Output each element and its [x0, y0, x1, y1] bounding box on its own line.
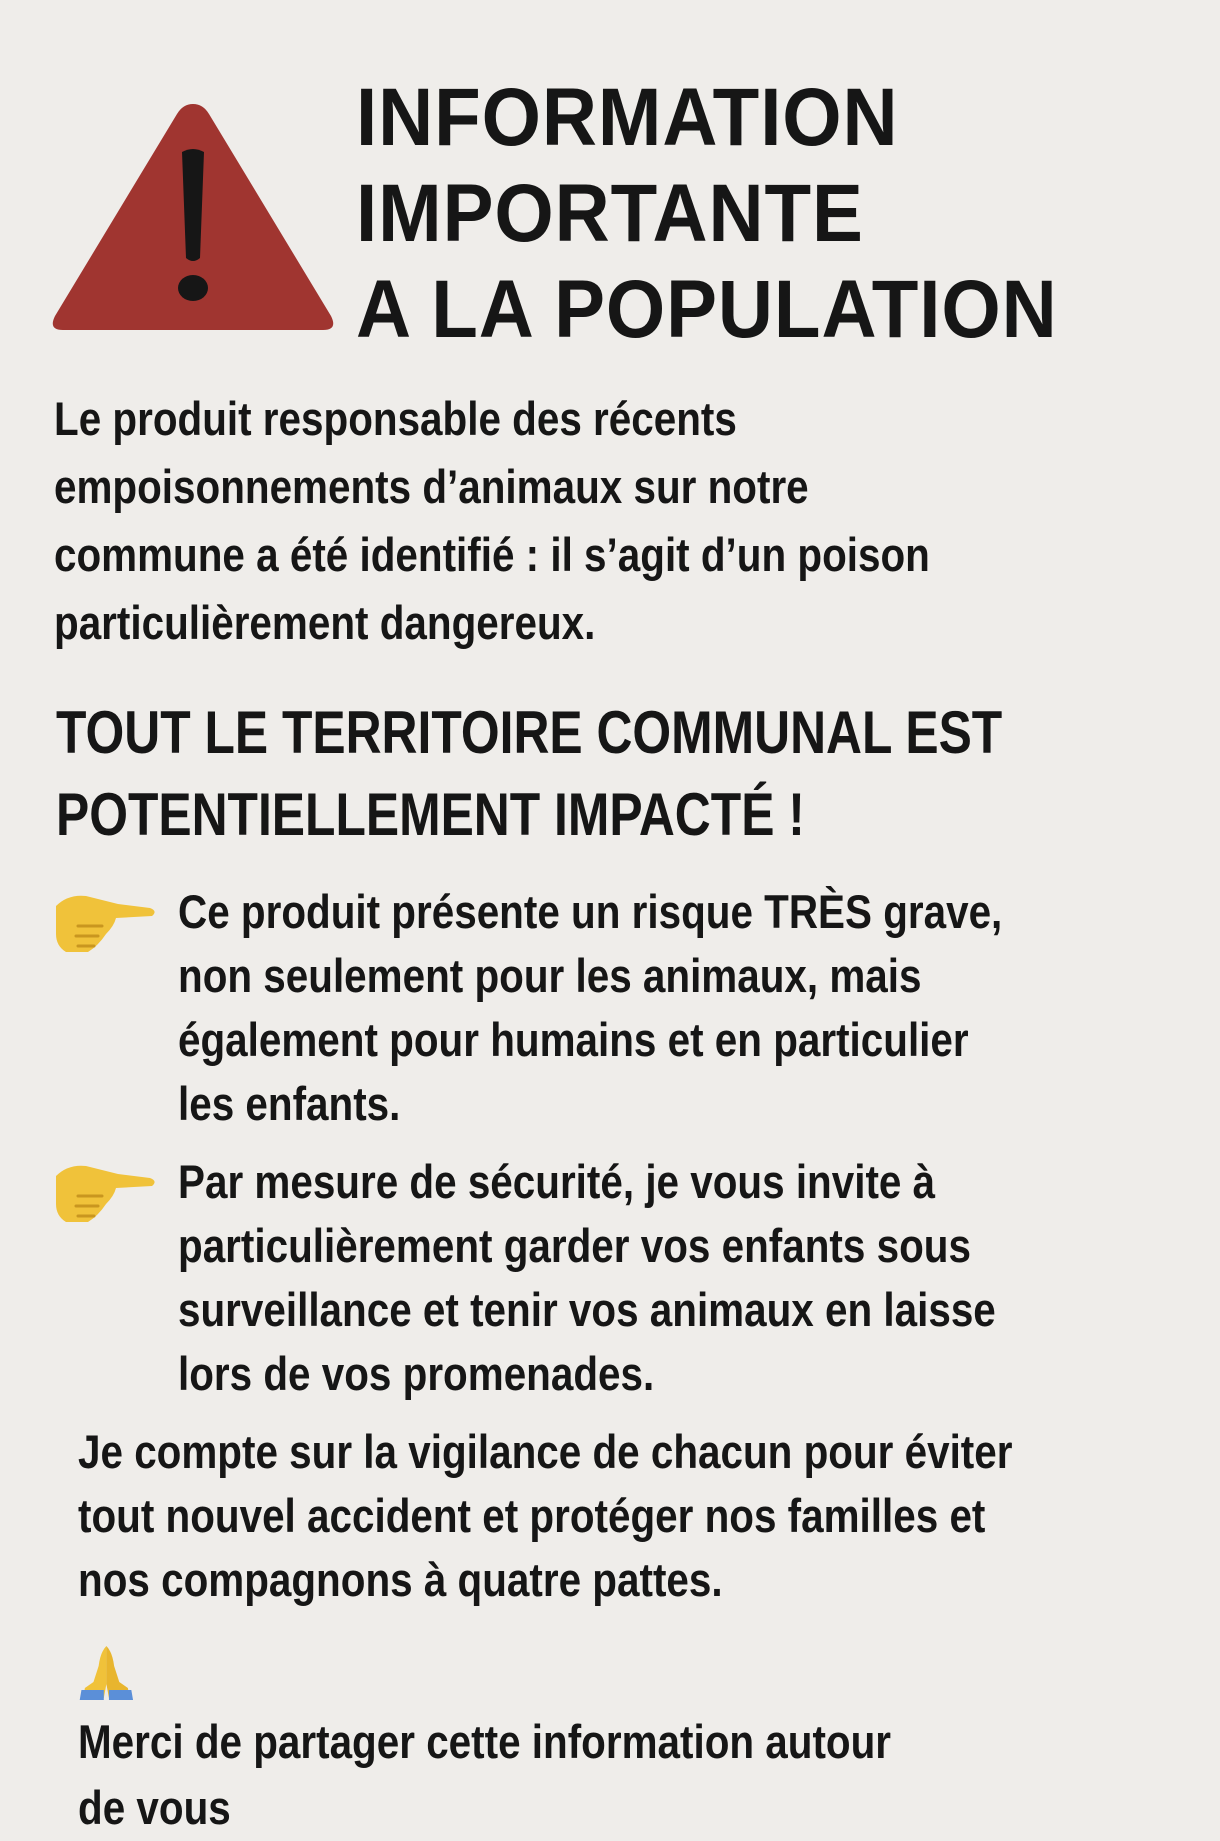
- alert-heading: [56, 692, 1002, 856]
- closing-line-1: Je compte sur la vigilance de chacun pour éviter: [78, 1425, 1013, 1478]
- bullet-line: les enfants.: [178, 1077, 401, 1130]
- closing-paragraph: [78, 1420, 1196, 1612]
- warning-triangle-icon: [48, 90, 338, 340]
- intro-line-4: particulièrement dangereux.: [54, 596, 596, 649]
- pointing-hand-icon: [54, 890, 158, 958]
- title-line-1: INFORMATION: [356, 72, 899, 163]
- bullet-line: également pour humains et en particulier: [178, 1013, 969, 1066]
- alert-line-1: TOUT LE TERRITOIRE COMMUNAL EST: [56, 699, 1003, 766]
- intro-line-2: empoisonnements d’animaux sur notre: [54, 460, 809, 513]
- title-line-3: A LA POPULATION: [356, 264, 1058, 355]
- intro-line-3: commune a été identifié : il s’agit d’un poison: [54, 528, 930, 581]
- share-text: Merci de partager cette information autour: [78, 1715, 892, 1768]
- bullet-line: surveillance et tenir vos animaux en laisse: [178, 1283, 996, 1336]
- alert-line-2: POTENTIELLEMENT IMPACTÉ !: [56, 781, 805, 848]
- bullet-line: non seulement pour les animaux, mais: [178, 949, 922, 1002]
- title-line-2: IMPORTANTE: [356, 168, 864, 259]
- bullet-text: [178, 1150, 1193, 1406]
- bullet-line: Ce produit présente un risque TRÈS grave,: [178, 885, 1003, 938]
- share-line-2: de vous: [78, 1781, 231, 1834]
- pointing-hand-icon: [54, 1160, 158, 1228]
- closing-line-2: tout nouvel accident et protéger nos familles et: [78, 1489, 986, 1542]
- intro-paragraph: [54, 385, 1120, 657]
- bullet-line: particulièrement garder vos enfants sous: [178, 1219, 971, 1272]
- share-line-1: [78, 1643, 1213, 1775]
- page-title: [356, 70, 1058, 358]
- intro-line-1: Le produit responsable des récents: [54, 392, 737, 445]
- bullet-line: Par mesure de sécurité, je vous invite à: [178, 1155, 936, 1208]
- praying-hands-icon: [78, 1644, 135, 1700]
- bullet-line: lors de vos promenades.: [178, 1347, 655, 1400]
- bullet-text: [178, 880, 1193, 1136]
- share-request: [78, 1643, 1213, 1841]
- closing-line-3: nos compagnons à quatre pattes.: [78, 1553, 723, 1606]
